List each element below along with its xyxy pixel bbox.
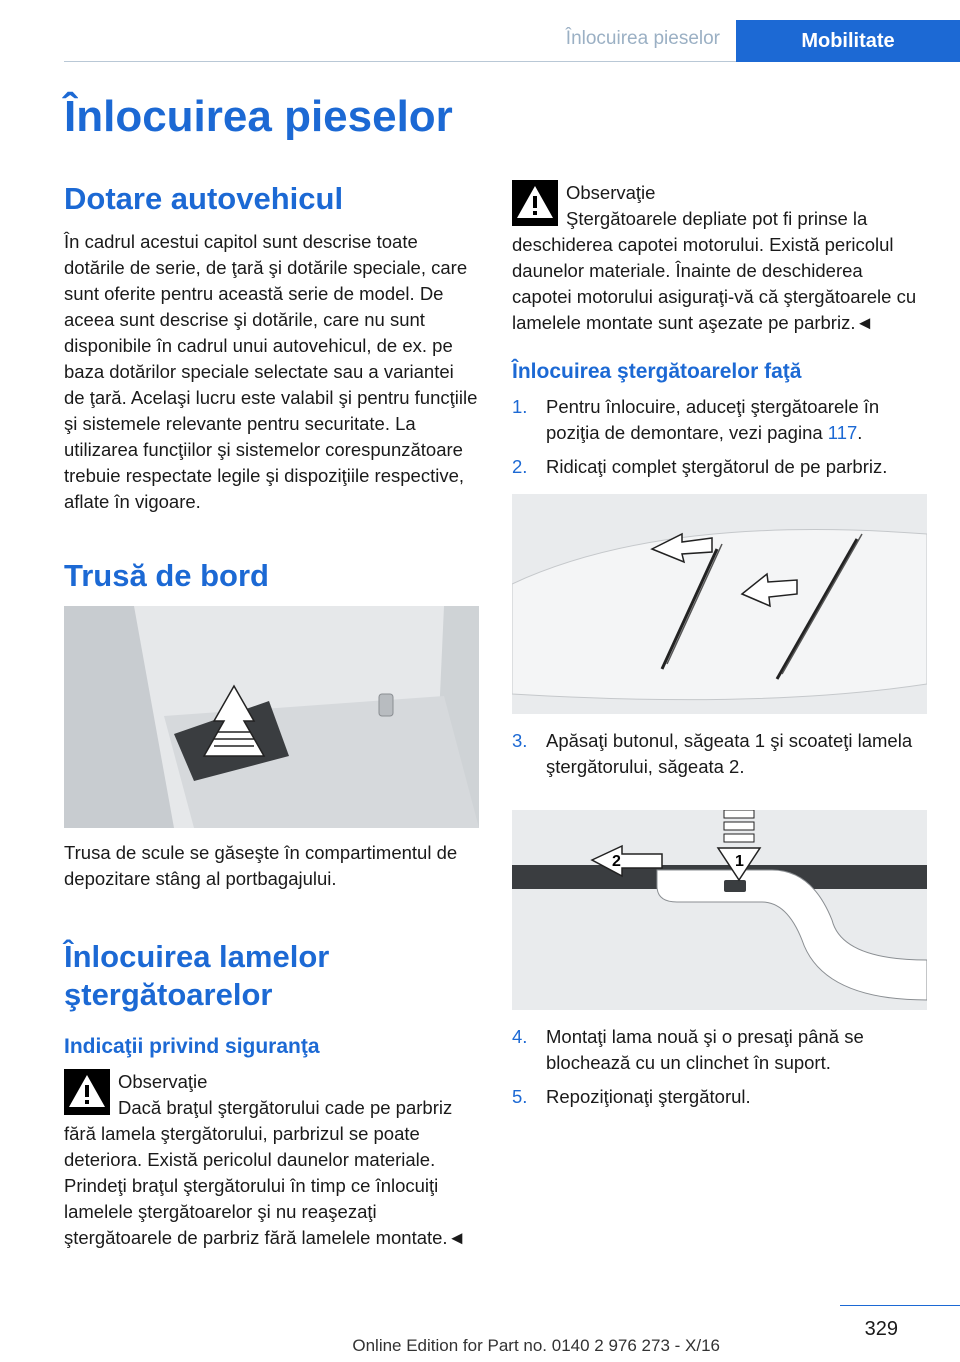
heading-wipers: Înlocuirea lamelor ştergătoarelor — [64, 939, 330, 1012]
header-section: Înlocuirea pieselor — [565, 28, 720, 49]
warning-box-right — [512, 180, 927, 336]
page-title: Înlocuirea pieselor — [64, 92, 453, 141]
arrow-label-2: 2 — [612, 853, 621, 870]
warning-title: Observaţie — [566, 182, 656, 203]
warning-icon — [64, 1069, 110, 1115]
left-column — [64, 180, 479, 1251]
heading-safety: Indicaţii privind siguranţa — [64, 1034, 320, 1058]
warning-text: Dacă braţul ştergătorului cade pe parbriz fără lamela ştergătorului, parbrizul se poate deteriora. Există pericolul daunelor materiale. Prindeţi braţul ştergătorului în timp ce înlocuiţi lamelele ştergătoarelor şi nu reaşezaţi ştergătoarele de parbriz fără lamelele montate.◄ — [64, 1096, 466, 1248]
list-item: 2. Ridicaţi complet ştergătorul de pe parbriz. — [512, 456, 888, 477]
page-number: 329 — [864, 1318, 898, 1340]
warning-icon — [512, 180, 558, 226]
blade-illustration — [512, 810, 927, 1010]
figure-blade-release — [512, 810, 927, 1010]
trunk-illustration — [64, 606, 479, 828]
text-equipment: În cadrul acestui capitol sunt descrise toate dotările de serie, de ţară şi dotările speciale, care sunt oferite pentru această serie de model. De aceea sunt descrise şi dotările, care nu sunt disponibile în cadrul unui autovehicul, de ex. pe baza dotărilor speciale selectate sau a variantei de ţară. Acelaşi lucru este valabil şi pentru funcţiile şi sistemele relevante pentru securitate. La utilizarea funcţiilor şi sistemelor corespunzătoare trebuie respectate legile şi dispoziţiile respective, aflate în vigoare. — [64, 231, 478, 513]
text-toolkit: Trusa de scule se găseşte în compartimentul de depozitare stâng al portbagajului. — [64, 842, 458, 890]
figure-wipers-lifted — [512, 494, 927, 714]
figure-toolkit — [64, 606, 479, 828]
warning-title: Observaţie — [118, 1070, 208, 1092]
list-item: 3. Apăsaţi butonul, săgeata 1 şi scoateţi lamela ştergătorului, săgeata 2. — [512, 730, 913, 777]
footer-rule — [840, 1305, 960, 1306]
heading-equipment: Dotare autovehicul — [64, 181, 344, 216]
warning-box-left — [64, 1069, 479, 1251]
heading-toolkit: Trusă de bord — [64, 558, 269, 594]
header-tab[interactable]: Mobilitate — [736, 20, 960, 62]
heading-front-wipers: Înlocuirea ştergătoarelor faţă — [512, 360, 802, 383]
edition-note: Online Edition for Part no. 0140 2 976 273 - X/16 — [352, 1336, 720, 1355]
steps-list-b — [512, 728, 927, 780]
steps-list-c — [512, 1024, 927, 1110]
warning-text: Ştergătoarele depliate pot fi prinse la deschiderea capotei motorului. Există pericolul daunelor materiale. Înainte de deschiderea capotei motorului asiguraţi-vă că ştergătoarele cu lamelele montate sunt aşezate pe parbriz.◄ — [512, 208, 917, 333]
right-column — [512, 180, 927, 1118]
list-item: 4. Montaţi lama nouă şi o presaţi până se blochează cu un clinchet în suport. — [512, 1026, 864, 1073]
page-link[interactable]: 117 — [827, 422, 858, 443]
arrow-label-1: 1 — [735, 853, 744, 870]
list-item: 5. Repoziţionaţi ştergătorul. — [512, 1086, 751, 1107]
list-item: 1. Pentru înlocuire, aduceţi ştergătoarele în poziţia de demontare, vezi pagina 117. — [512, 396, 880, 443]
windshield-illustration — [512, 494, 927, 714]
steps-list-a — [512, 394, 927, 480]
